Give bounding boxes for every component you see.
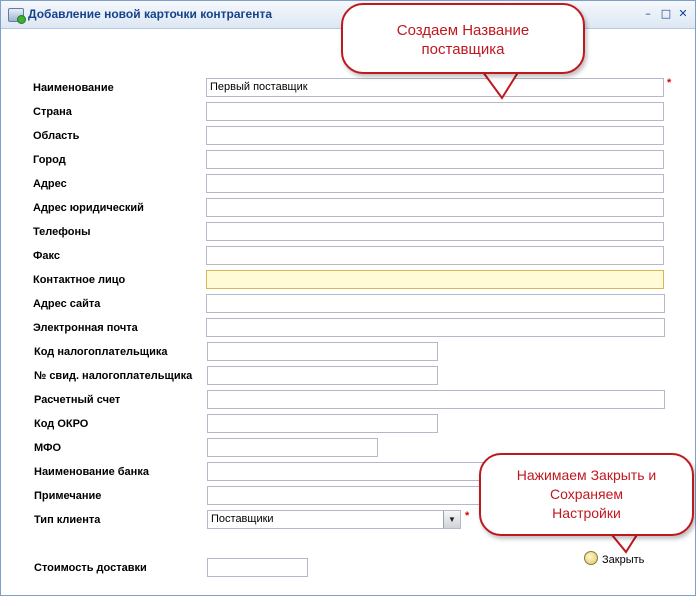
account-input[interactable] <box>207 390 665 409</box>
callout-close-hint <box>479 453 694 536</box>
close-button-label: Закрыть <box>602 554 645 566</box>
label-phones: Телефоны <box>33 226 91 238</box>
legal-address-input[interactable] <box>206 198 664 217</box>
city-input[interactable] <box>206 150 664 169</box>
callout-top-line2: поставщика <box>421 41 505 58</box>
label-taxpayer-cert: № свид. налогоплательщика <box>34 370 193 382</box>
label-website: Адрес сайта <box>33 298 101 310</box>
callout-bottom-line3: Настройки <box>552 505 621 521</box>
label-mfo: МФО <box>34 442 62 454</box>
maximize-icon[interactable]: □ <box>660 7 672 20</box>
dropdown-arrow-icon[interactable]: ▼ <box>443 511 460 528</box>
callout-bottom-line2: Сохраняем <box>549 486 624 502</box>
callout-top-line1: Создаем Название <box>396 22 530 39</box>
label-delivery-cost: Стоимость доставки <box>34 562 147 574</box>
taxpayer-code-input[interactable] <box>207 342 438 361</box>
required-mark: * <box>667 77 672 89</box>
label-email: Электронная почта <box>33 322 138 334</box>
callout-bottom-line1: Нажимаем Закрыть и <box>516 467 657 483</box>
label-name: Наименование <box>33 82 114 94</box>
required-mark: * <box>465 510 470 522</box>
website-input[interactable] <box>206 294 665 313</box>
label-okpo: Код ОКРО <box>34 418 89 430</box>
close-window-icon[interactable]: ✕ <box>678 7 688 20</box>
mfo-input[interactable] <box>207 438 378 457</box>
client-type-select[interactable] <box>207 510 461 529</box>
label-account: Расчетный счет <box>34 394 121 406</box>
close-button[interactable] <box>584 551 644 569</box>
phones-input[interactable] <box>206 222 664 241</box>
okpo-input[interactable] <box>207 414 438 433</box>
label-note: Примечание <box>34 490 102 502</box>
label-taxpayer-code: Код налогоплательщика <box>34 346 168 358</box>
name-input[interactable]: Первый поставщик <box>206 78 664 97</box>
label-contact-person: Контактное лицо <box>33 274 126 286</box>
delivery-cost-input[interactable] <box>207 558 308 577</box>
address-input[interactable] <box>206 174 664 193</box>
region-input[interactable] <box>206 126 664 145</box>
fax-input[interactable] <box>206 246 664 265</box>
label-city: Город <box>33 154 66 166</box>
card-icon <box>8 8 24 22</box>
label-bank-name: Наименование банка <box>34 466 149 478</box>
email-input[interactable] <box>206 318 665 337</box>
client-type-value: Поставщики <box>211 513 274 525</box>
taxpayer-cert-input[interactable] <box>207 366 438 385</box>
callout-name-hint <box>341 3 585 74</box>
label-region: Область <box>33 130 80 142</box>
label-address: Адрес <box>33 178 67 190</box>
label-legal-address: Адрес юридический <box>33 202 144 214</box>
label-fax: Факс <box>33 250 60 262</box>
label-client-type: Тип клиента <box>34 514 101 526</box>
close-icon <box>584 551 598 565</box>
label-country: Страна <box>33 106 72 118</box>
window-title: Добавление новой карточки контрагента <box>28 7 273 21</box>
minimize-icon[interactable]: – <box>645 7 651 20</box>
contact-person-input[interactable] <box>206 270 664 289</box>
